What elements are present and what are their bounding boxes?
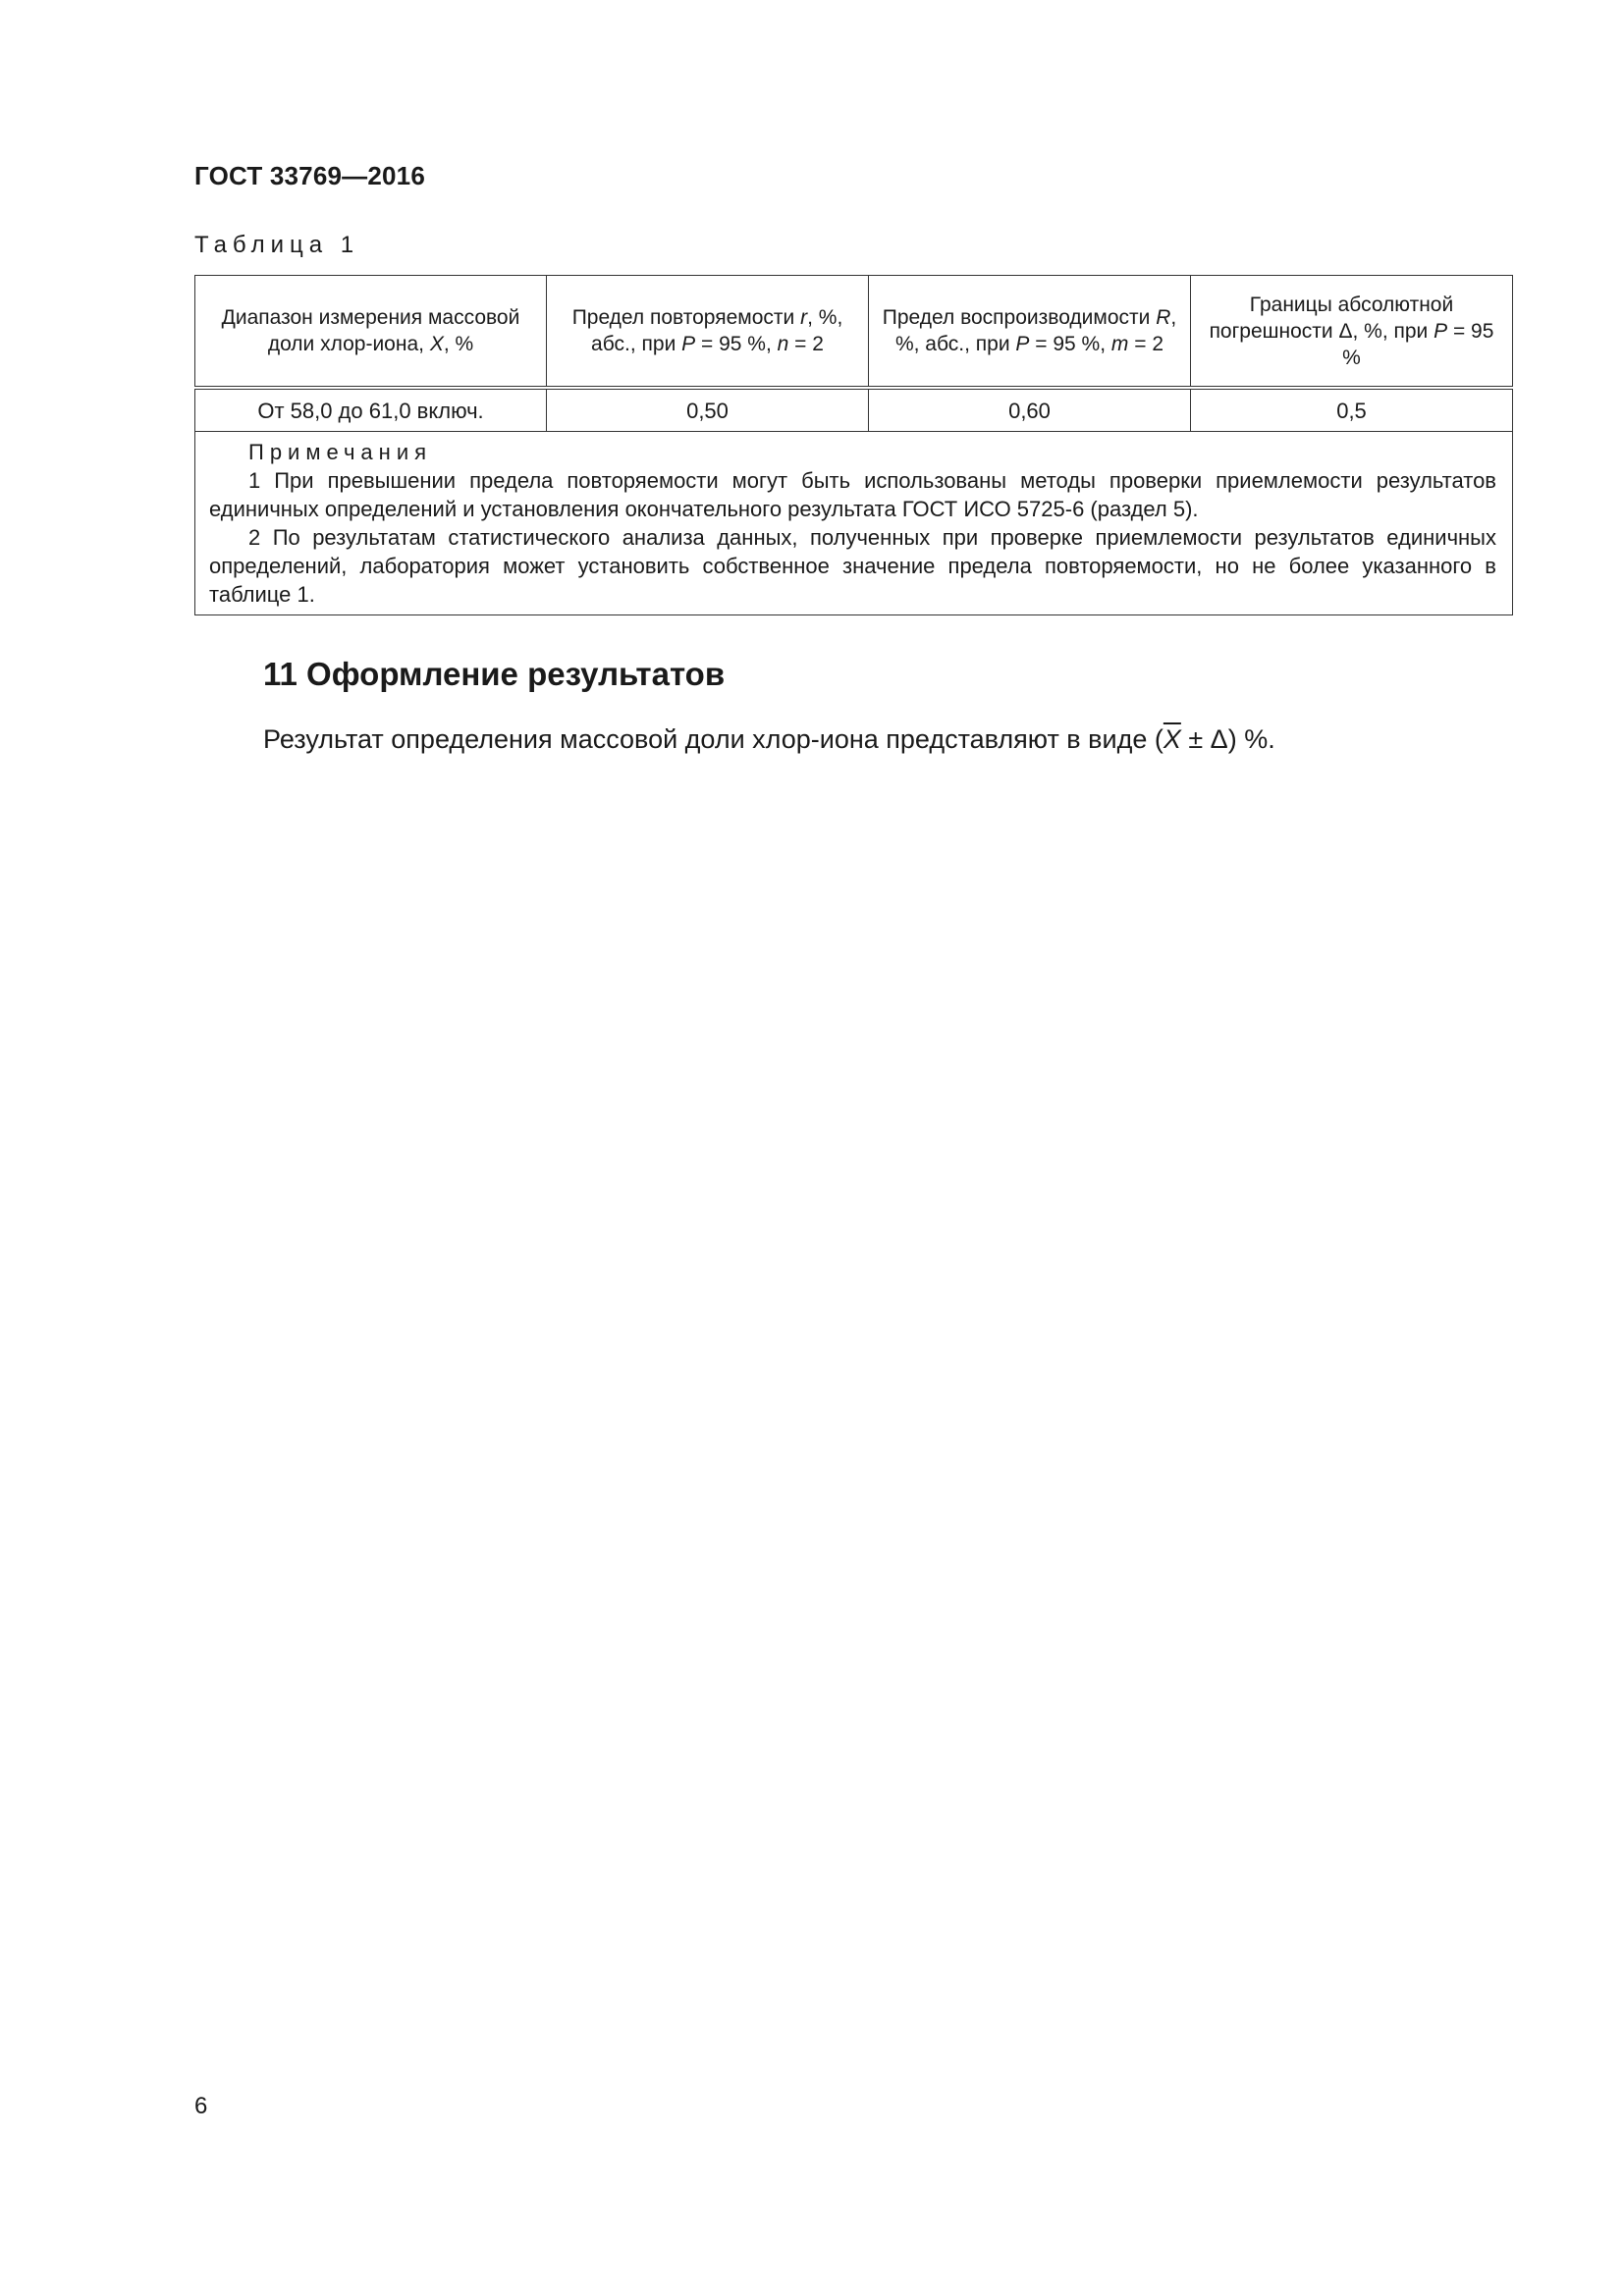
table-cell-repeatability: 0,50 [547, 388, 869, 432]
section-title: 11 Оформление результатов [263, 656, 726, 692]
table-cell-range: От 58,0 до 61,0 включ. [195, 388, 547, 432]
section-text: Результат определения массовой доли хлор-иона представляют в виде $(\overline{X} \pm \Delta)$ %. [263, 724, 1275, 754]
column-header-reproducibility: Предел воспроизводимости R, %, абс., при P = 95 %, m = 2 [869, 276, 1191, 389]
column-header-range: Диапазон измерения массовой доли хлор-иона, X, % [195, 276, 547, 389]
x-bar-symbol: $\overline{X}$ [1163, 724, 1181, 754]
table-cell-error-bounds: 0,5 [1191, 388, 1513, 432]
table-row [195, 388, 1513, 432]
notes-title: Примечания [248, 440, 433, 464]
document-code: ГОСТ 33769—2016 [194, 161, 425, 190]
column-header-repeatability: Предел повторяемости r, %, абс., при P = 95 %, n = 2 [547, 276, 869, 389]
note-1: 1 При превышении предела повторяемости могут быть использованы методы проверки приемлемости результатов единичных определений и установления окончательного результата ГОСТ ИСО 5725-6 (раздел 5). [209, 468, 1496, 521]
table-notes [195, 432, 1513, 615]
table-caption: Таблица 1 [194, 232, 360, 258]
table-cell-reproducibility: 0,60 [869, 388, 1191, 432]
results-table [194, 275, 1513, 615]
page-number: 6 [194, 2093, 208, 2119]
column-header-error-bounds: Границы абсолютной погрешности Δ, %, при P = 95 % [1191, 276, 1513, 389]
note-2: 2 По результатам статистического анализа данных, полученных при проверке приемлемости результатов единичных определений, лаборатория может установить собственное значение предела повторяемости, но не более указанного в таблице 1. [209, 525, 1496, 607]
